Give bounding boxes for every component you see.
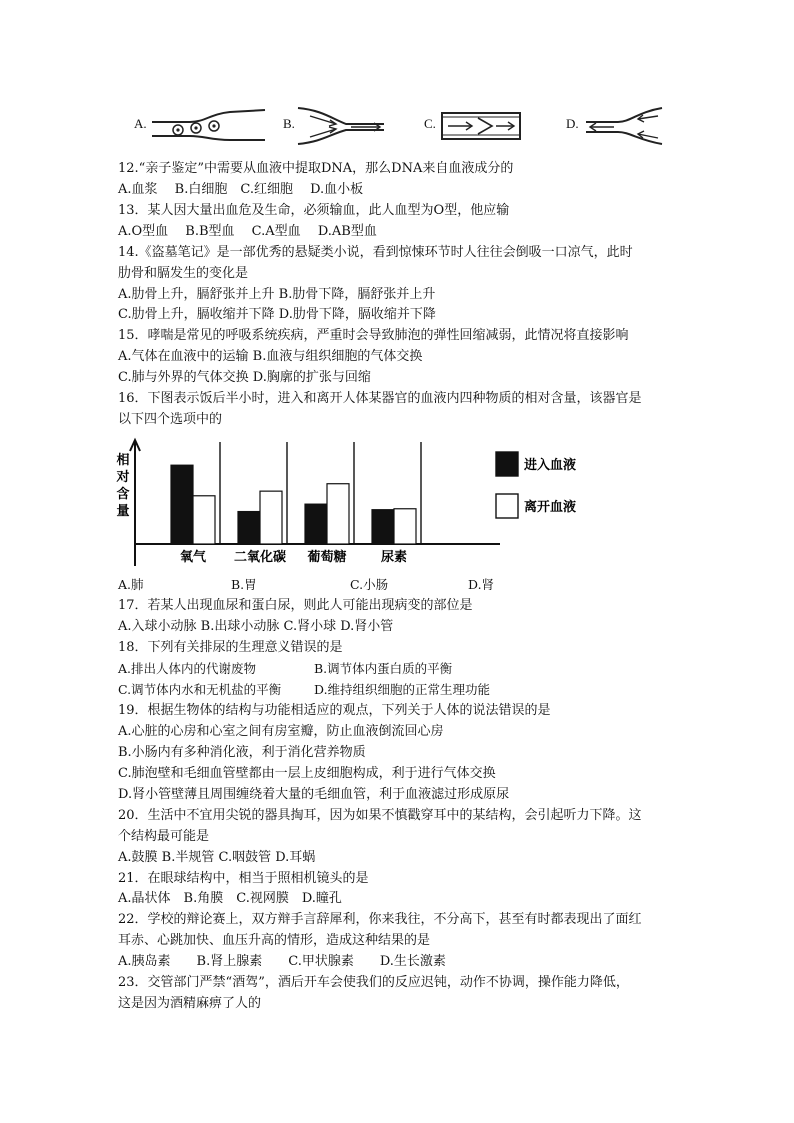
question-12-stem: 12.“亲子鉴定”中需要从血液中提取DNA，那么DNA来自血液成分的 <box>118 161 514 176</box>
question-19-option-a: A.心脏的心房和心室之间有房室瓣，防止血液倒流回心房 <box>118 724 444 739</box>
y-axis-label <box>115 452 129 519</box>
bar-leave-1 <box>260 491 282 544</box>
question-16-option-b: B.胃 <box>231 577 257 592</box>
question-14-options-line2: C.肋骨上升，膈收缩并下降 D.肋骨下降，膈收缩并下降 <box>118 307 436 322</box>
question-18-option-d: D.维持组织细胞的正常生理功能 <box>314 682 491 697</box>
question-16-option-a: A.肺 <box>118 577 144 592</box>
question-18-stem: 18．下列有关排尿的生理意义错误的是 <box>118 640 343 655</box>
question-22-stem-line1: 22．学校的辩论赛上，双方辩手言辞犀利，你来我往，不分高下，甚至有时都表现出了面红 <box>118 912 642 927</box>
question-15-options-line2: C.肺与外界的气体交换 D.胸廓的扩张与回缩 <box>118 370 371 385</box>
question-14-options-line1: A.肋骨上升，膈舒张并上升 B.肋骨下降，膈舒张并上升 <box>118 287 436 302</box>
bar-leave-0 <box>193 496 215 544</box>
vessel-label-d: D. <box>566 116 579 131</box>
bar-leave-2 <box>327 484 349 544</box>
question-22-stem-line2: 耳赤、心跳加快、血压升高的情形，造成这种结果的是 <box>118 933 431 948</box>
vessel-diagram-d <box>584 104 664 148</box>
bar-leave-3 <box>394 509 416 544</box>
question-15-options-line1: A.气体在血液中的运输 B.血液与组织细胞的气体交换 <box>118 349 423 364</box>
question-19-stem: 19．根据生物体的结构与功能相适应的观点，下列关于人体的说法错误的是 <box>118 703 551 718</box>
legend-label: 进入血液 <box>524 458 577 473</box>
question-17-options: A.入球小动脉 B.出球小动脉 C.肾小球 D.肾小管 <box>118 619 394 634</box>
question-18-option-b: B.调节体内蛋白质的平衡 <box>314 661 453 676</box>
y-axis-label-char: 含 <box>116 487 130 502</box>
y-axis-label-char: 量 <box>116 504 130 519</box>
y-axis-label-char: 对 <box>116 470 130 485</box>
category-label: 二氧化碳 <box>233 550 287 565</box>
category-label: 葡萄糖 <box>307 550 347 565</box>
vessel-label-a: A. <box>134 116 147 131</box>
question-23-stem-line1: 23．交管部门严禁“酒驾”，酒后开车会使我们的反应迟钝，动作不协调，操作能力降低， <box>118 975 629 990</box>
question-20-stem-line1: 20．生活中不宜用尖锐的器具掏耳，因为如果不慎戳穿耳中的某结构，会引起听力下降。这 <box>118 808 642 823</box>
vessel-diagram-a <box>150 104 268 148</box>
legend-swatch <box>496 452 518 476</box>
bar-enter-1 <box>238 512 260 544</box>
question-13-options: A.O型血 B.B型血 C.A型血 D.AB型血 <box>118 224 377 239</box>
question-21-stem: 21．在眼球结构中，相当于照相机镜头的是 <box>118 871 369 886</box>
question-16-stem-line1: 16．下图表示饭后半小时，进入和离开人体某器官的血液内四种物质的相对含量，该器官是 <box>118 391 642 406</box>
category-label: 氧气 <box>179 550 207 565</box>
bar-enter-0 <box>171 465 193 544</box>
category-label: 尿素 <box>380 550 408 565</box>
question-16-stem-line2: 以下四个选项中的 <box>118 412 223 427</box>
vessel-diagram-c <box>440 104 522 148</box>
question-19-option-b: B.小肠内有多种消化液，利于消化营养物质 <box>118 745 366 760</box>
vessel-label-c: C. <box>424 116 436 131</box>
question-18-option-a: A.排出人体内的代谢废物 <box>118 661 257 676</box>
question-14-stem-line1: 14.《盗墓笔记》是一部优秀的悬疑类小说，看到惊悚环节时人往往会倒吸一口凉气，此时 <box>118 245 633 260</box>
bar-enter-3 <box>372 510 394 544</box>
question-12-options: A.血浆 B.白细胞 C.红细胞 D.血小板 <box>118 182 364 197</box>
question-17-stem: 17．若某人出现血尿和蛋白尿，则此人可能出现病变的部位是 <box>118 598 473 613</box>
question-15-stem: 15．哮喘是常见的呼吸系统疾病，严重时会导致肺泡的弹性回缩减弱，此情况将直接影响 <box>118 328 629 343</box>
question-14-stem-line2: 肋骨和膈发生的变化是 <box>118 266 249 281</box>
question-23-stem-line2: 这是因为酒精麻痹了人的 <box>118 996 262 1011</box>
question-16-option-c: C.小肠 <box>350 577 389 592</box>
question-20-stem-line2: 个结构最可能是 <box>118 829 210 844</box>
question-19-option-c: C.肺泡壁和毛细血管壁都由一层上皮细胞构成，利于进行气体交换 <box>118 766 496 781</box>
question-16-option-d: D.肾 <box>468 577 495 592</box>
bar-enter-2 <box>305 504 327 544</box>
bar-chart <box>118 434 588 570</box>
question-13-stem: 13．某人因大量出血危及生命，必须输血，此人血型为O型，他应输 <box>118 203 510 218</box>
question-22-options: A.胰岛素 B.肾上腺素 C.甲状腺素 D.生长激素 <box>118 954 446 969</box>
y-axis-label-char: 相 <box>116 453 130 468</box>
legend-label: 离开血液 <box>524 500 577 515</box>
question-19-option-d: D.肾小管壁薄且周围缠绕着大量的毛细血管，利于血液滤过形成原尿 <box>118 787 510 802</box>
question-20-options: A.鼓膜 B.半规管 C.咽鼓管 D.耳蜗 <box>118 850 316 865</box>
legend-swatch <box>496 494 518 518</box>
question-18-option-c: C.调节体内水和无机盐的平衡 <box>118 682 282 697</box>
vessel-diagram-b <box>296 104 386 148</box>
question-21-options: A.晶状体 B.角膜 C.视网膜 D.瞳孔 <box>118 891 342 906</box>
vessel-label-b: B. <box>283 116 295 131</box>
